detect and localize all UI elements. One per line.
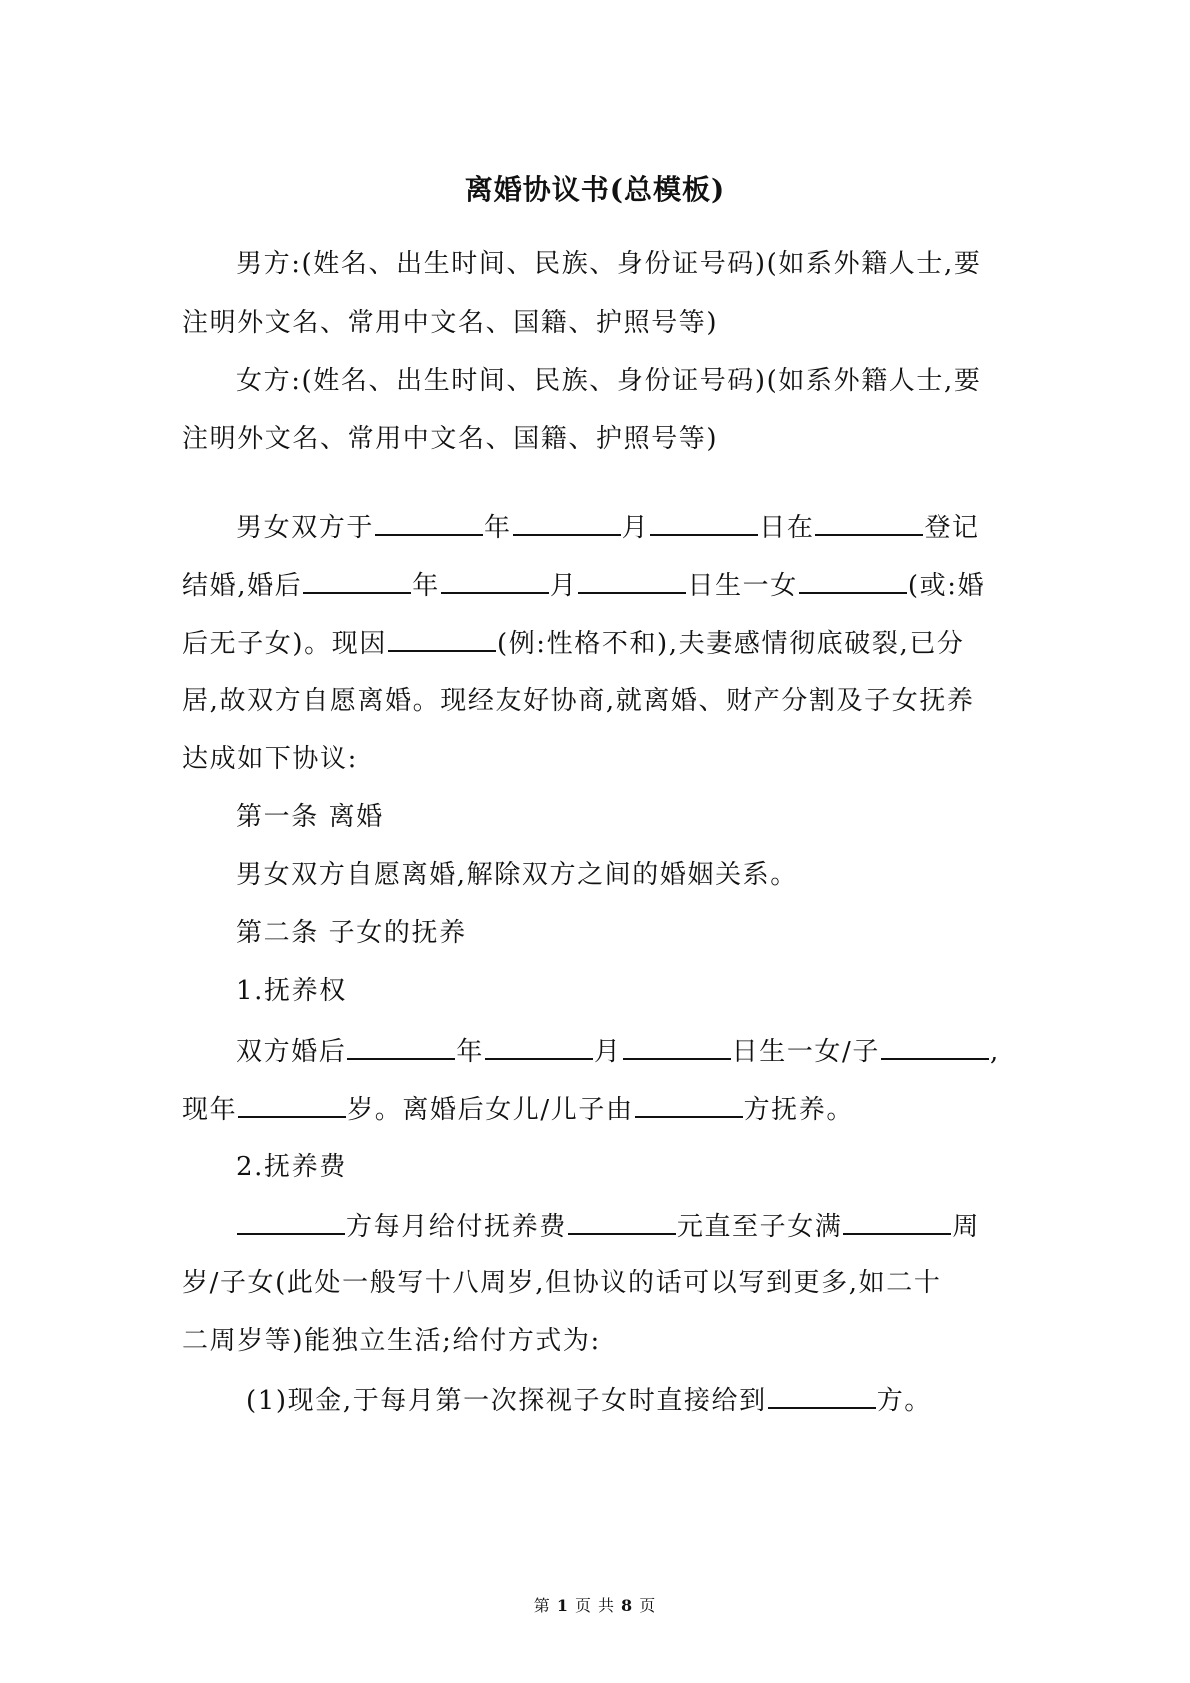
male-party-line-1: 男方:(姓名、出生时间、民族、身份证号码)(如系外籍人士,要 (236, 249, 982, 279)
support-fee-line-2: 岁/子女(此处一般写十八周岁,但协议的话可以写到更多,如二十 (182, 1268, 942, 1298)
male-party-line-2: 注明外文名、常用中文名、国籍、护照号等) (182, 308, 719, 338)
female-party-line-2: 注明外文名、常用中文名、国籍、护照号等) (182, 424, 719, 454)
article-1-heading: 第一条 离婚 (236, 802, 384, 832)
current-page-number: 1 (556, 1596, 569, 1615)
fill-blank[interactable] (237, 1207, 345, 1235)
marriage-info-line-1: 男女双方于 年 月 日在 登记 (236, 508, 1066, 546)
document-title: 离婚协议书(总模板) (464, 173, 726, 206)
custody-line-2: 现年 岁。离婚后女儿/儿子由 方抚养。 (182, 1090, 1012, 1128)
fill-blank[interactable] (388, 624, 496, 652)
total-page-count: 8 (621, 1596, 634, 1615)
fill-blank[interactable] (768, 1381, 876, 1409)
marriage-info-line-5: 达成如下协议: (182, 744, 358, 774)
fill-blank[interactable] (843, 1207, 951, 1235)
article-2-heading: 第二条 子女的抚养 (236, 918, 467, 948)
support-fee-subheading: 2.抚养费 (236, 1152, 347, 1182)
fill-blank[interactable] (238, 1090, 346, 1118)
fill-blank[interactable] (347, 1032, 455, 1060)
fill-blank[interactable] (578, 566, 686, 594)
fill-blank[interactable] (303, 566, 411, 594)
fill-blank[interactable] (623, 1032, 731, 1060)
fill-blank[interactable] (799, 566, 907, 594)
female-party-line-1: 女方:(姓名、出生时间、民族、身份证号码)(如系外籍人士,要 (236, 366, 982, 396)
fill-blank[interactable] (513, 508, 621, 536)
marriage-info-line-4: 居,故双方自愿离婚。现经友好协商,就离婚、财产分割及子女抚养 (182, 686, 975, 716)
fill-blank[interactable] (375, 508, 483, 536)
payment-method-cash: (1)现金,于每月第一次探视子女时直接给到 方。 (246, 1381, 1076, 1419)
marriage-info-line-3: 后无子女)。现因 (例:性格不和),夫妻感情彻底破裂,已分 (182, 624, 1012, 662)
custody-subheading: 1.抚养权 (236, 976, 347, 1006)
fill-blank[interactable] (881, 1032, 989, 1060)
fill-blank[interactable] (635, 1090, 743, 1118)
marriage-info-line-2: 结婚,婚后 年 月 日生一女 (或:婚 (182, 566, 1012, 604)
custody-line-1: 双方婚后 年 月 日生一女/子 , (236, 1032, 1066, 1070)
fill-blank[interactable] (815, 508, 923, 536)
fill-blank[interactable] (568, 1207, 676, 1235)
support-fee-line-1: 方每月给付抚养费 元直至子女满 周 (236, 1207, 1066, 1245)
fill-blank[interactable] (485, 1032, 593, 1060)
fill-blank[interactable] (650, 508, 758, 536)
page-footer: 第 1 页 共 8 页 (533, 1596, 657, 1615)
article-1-text: 男女双方自愿离婚,解除双方之间的婚姻关系。 (236, 860, 798, 890)
fill-blank[interactable] (441, 566, 549, 594)
support-fee-line-3: 二周岁等)能独立生活;给付方式为: (182, 1326, 601, 1356)
